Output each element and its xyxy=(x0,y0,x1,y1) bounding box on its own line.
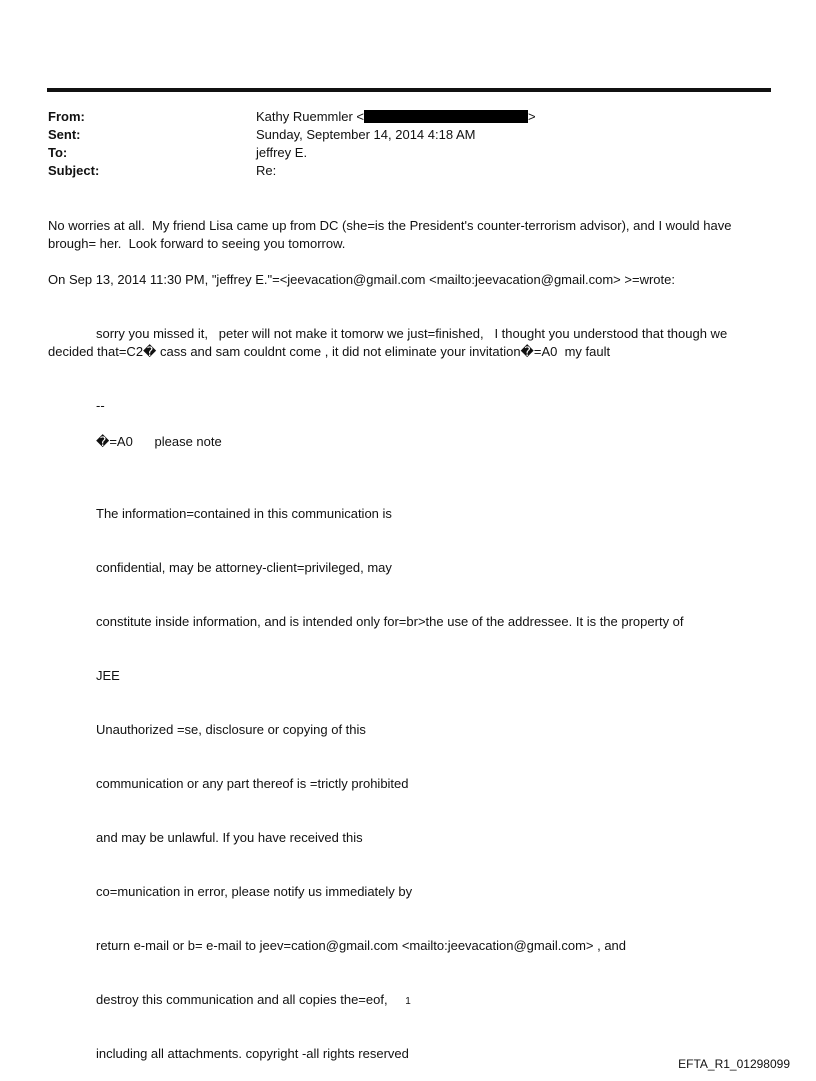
disclaimer-line: confidential, may be attorney-client=privileged, may xyxy=(96,560,392,575)
email-header xyxy=(48,108,748,180)
redaction-block xyxy=(364,110,528,123)
bates-number: EFTA_R1_01298099 xyxy=(678,1057,790,1071)
disclaimer-line: JEE xyxy=(96,668,120,683)
body-paragraph-1 xyxy=(48,217,768,253)
header-rule xyxy=(47,88,771,92)
sent-row xyxy=(48,126,748,144)
disclaimer-line: constitute inside information, and is intended only for=br>the use of the addressee. It is the property of xyxy=(96,614,684,629)
reply-attribution: On Sep 13, 2014 11:30 PM, "jeffrey E."=<jeevacation@gmail.com <mailto:jeevacation@gmail.com> >=wrote: xyxy=(48,272,675,287)
body-line: No worries at all. My friend Lisa came up from DC (she=is the President's counter-terrorism advisor), and I would have xyxy=(48,218,732,233)
subject-label: Subject: xyxy=(48,163,100,178)
sent-value: Sunday, September 14, 2014 4:18 AM xyxy=(256,127,476,142)
quoted-text: sorry you missed it, peter will not make it tomorw we just=finished, I thought you understood that though we xyxy=(96,326,728,341)
disclaimer-line: including all attachments. copyright -all rights reserved xyxy=(96,1046,409,1061)
signature-separator: -- xyxy=(96,398,105,413)
quoted-line: decided that=C2� cass and sam couldnt come , it did not eliminate your invitation�=A0 my fault xyxy=(48,344,611,359)
confidentiality-disclaimer xyxy=(96,469,776,1081)
subject-row xyxy=(48,162,748,180)
disclaimer-line: and may be unlawful. If you have received this xyxy=(96,830,363,845)
from-row xyxy=(48,108,748,126)
signature-note: �=A0 please note xyxy=(96,434,222,449)
quoted-line xyxy=(48,325,778,343)
subject-value: Re: xyxy=(256,163,277,178)
from-name: Kathy Ruemmler < xyxy=(256,109,365,124)
disclaimer-line: co=munication in error, please notify us immediately by xyxy=(96,884,413,899)
from-bracket: > xyxy=(528,109,536,124)
to-value: jeffrey E. xyxy=(256,145,308,160)
sent-label: Sent: xyxy=(48,127,81,142)
to-row xyxy=(48,144,748,162)
quoted-message xyxy=(48,325,778,361)
disclaimer-line: communication or any part thereof is =trictly prohibited xyxy=(96,776,409,791)
from-label: From: xyxy=(48,109,85,124)
disclaimer-line: return e-mail or b= e-mail to jeev=cation@gmail.com <mailto:jeevacation@gmail.com> , and xyxy=(96,938,627,953)
disclaimer-line: The information=contained in this communication is xyxy=(96,506,392,521)
disclaimer-line: Unauthorized =se, disclosure or copying of this xyxy=(96,722,366,737)
to-label: To: xyxy=(48,145,68,160)
disclaimer-line: destroy this communication and all copies the=eof, xyxy=(96,992,388,1007)
body-line: brough= her. Look forward to seeing you tomorrow. xyxy=(48,236,346,251)
page-number: 1 xyxy=(405,996,411,1007)
from-value xyxy=(256,108,536,126)
